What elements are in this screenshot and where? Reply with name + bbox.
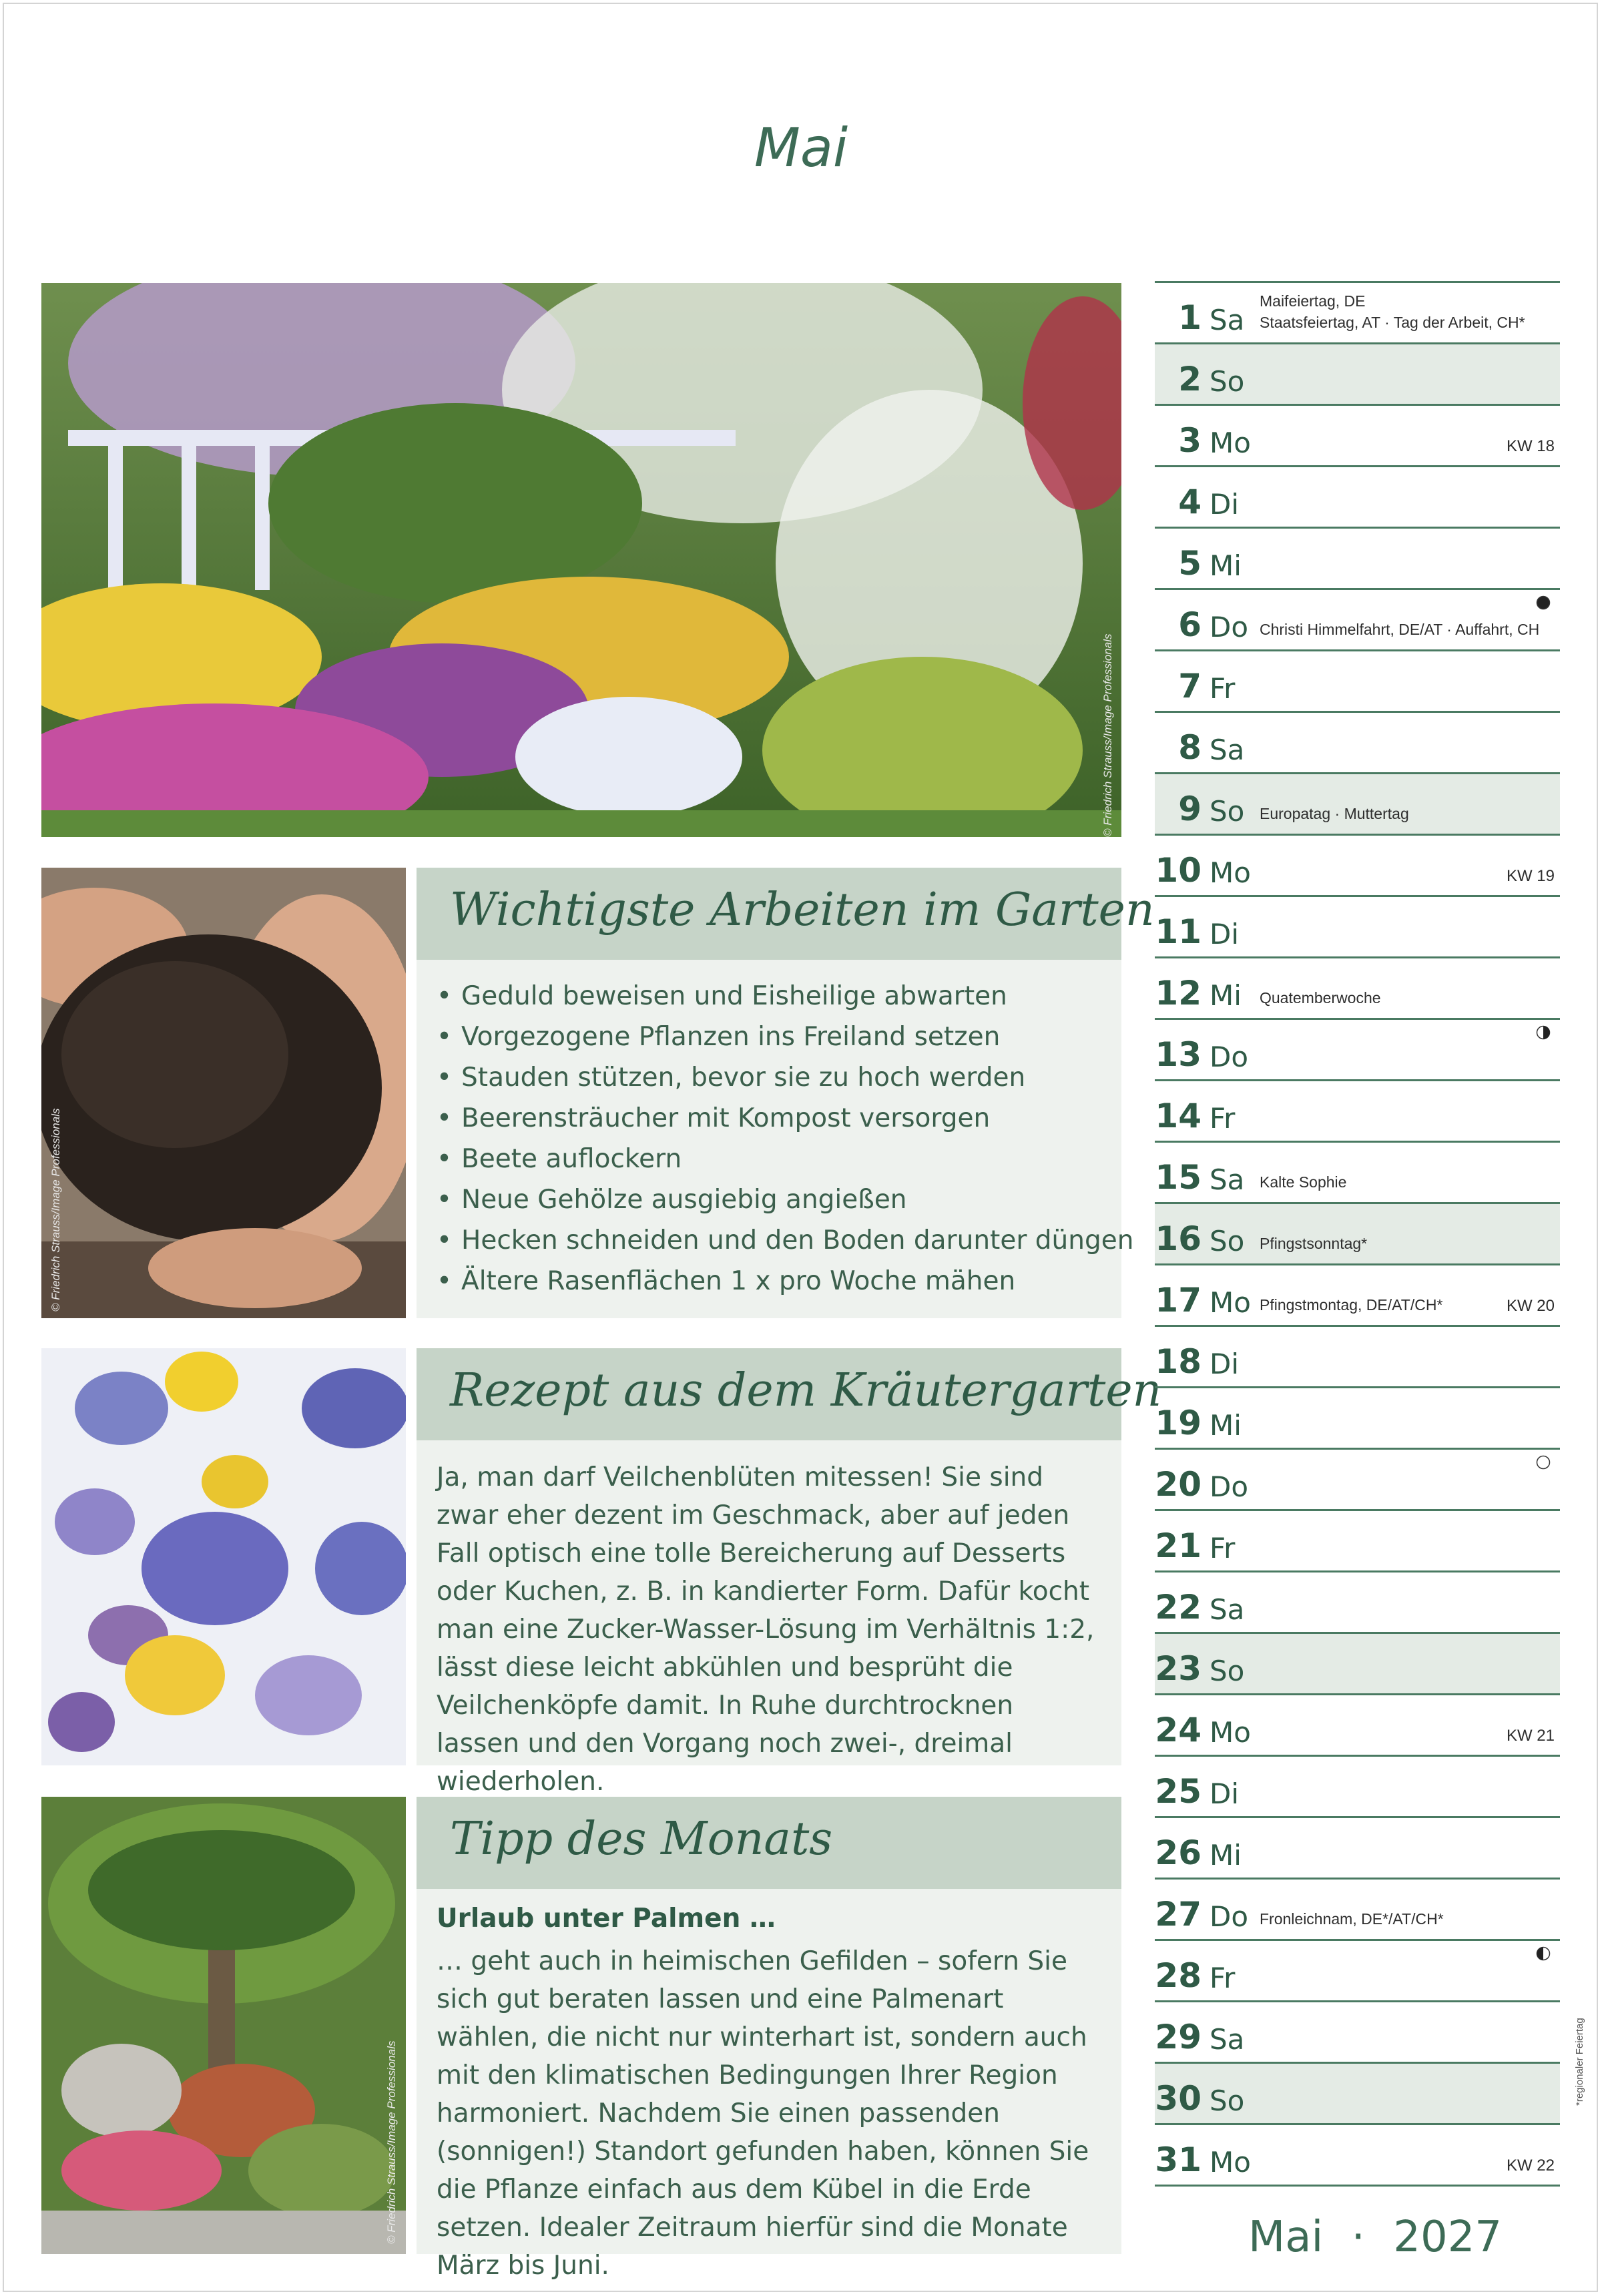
- calendar-day-row: [1155, 1020, 1560, 1081]
- day-number: 16: [1155, 1219, 1202, 1258]
- calendar-day-row: [1155, 344, 1560, 406]
- gardening-tasks-list: [437, 976, 1133, 1302]
- calendar-day-row: [1155, 529, 1560, 590]
- tip-header: [417, 1797, 1121, 1889]
- day-number: 12: [1155, 974, 1202, 1013]
- weekday: Do: [1210, 1900, 1249, 1933]
- recipe-box: [417, 1348, 1162, 1797]
- gardening-tasks-heading: Wichtigste Arbeiten im Garten: [450, 884, 1155, 936]
- weekday: Sa: [1210, 1163, 1245, 1196]
- weekday: Sa: [1210, 304, 1245, 336]
- calendar-week-label: KW 20: [1506, 1297, 1555, 1315]
- holiday-label: Kalte Sophie: [1260, 1173, 1347, 1191]
- day-number: 5: [1178, 544, 1202, 583]
- weekday: Fr: [1210, 1102, 1236, 1135]
- list-item: • Hecken schneiden und den Boden darunter düngen: [437, 1220, 1133, 1261]
- day-number: 13: [1155, 1035, 1202, 1074]
- palm-photo-credit: © Friedrich Strauss/Image Professionals: [385, 2040, 398, 2244]
- gardening-tasks-box: [417, 868, 1155, 1318]
- calendar-day-row: [1155, 897, 1560, 958]
- full-moon-icon: [1536, 1455, 1551, 1470]
- holiday-label: Fronleichnam, DE*/AT/CH*: [1260, 1910, 1444, 1928]
- holiday-label: Europatag · Muttertag: [1260, 805, 1409, 822]
- day-number: 2: [1178, 360, 1202, 398]
- day-number: 6: [1178, 605, 1202, 644]
- calendar-day-row: [1155, 1204, 1560, 1265]
- weekday: Fr: [1210, 672, 1236, 705]
- compost-photo-credit: © Friedrich Strauss/Image Professionals: [49, 1108, 62, 1312]
- weekday: Fr: [1210, 1962, 1236, 1994]
- calendar-week-label: KW 18: [1506, 437, 1555, 455]
- calendar-day-row: [1155, 283, 1560, 344]
- recipe-text: Ja, man darf Veilchenblüten mitessen! Sie sind zwar eher dezent im Geschmack, aber auf jeden Fall optisch eine tolle Bereicherung auf Desserts oder Kuchen, z. B. in kandierter Form. Dafür kocht man eine Zucker-Wasser-Lösung im Verhältnis 1:2, lässt diese leicht abkühlen und besprüht die Veilchenköpfe damit. In Ruhe durchtrocknen lassen und den Vorgang noch zwei-, dreimal wiederholen.: [437, 1462, 1095, 1797]
- list-item: • Stauden stützen, bevor sie zu hoch werden: [437, 1057, 1133, 1098]
- day-number: 31: [1155, 2140, 1202, 2179]
- new-moon-icon: [1536, 595, 1551, 610]
- day-number: 25: [1155, 1772, 1202, 1811]
- garden-photo-credit: © Friedrich Strauss/Image Professionals: [1101, 633, 1114, 837]
- tip-heading: Tipp des Monats: [450, 1813, 833, 1866]
- calendar-day-row: [1155, 1757, 1560, 1818]
- weekday: Mo: [1210, 426, 1251, 459]
- day-number: 10: [1155, 851, 1202, 890]
- violets-photo: [41, 1348, 406, 1765]
- calendar-day-row: [1155, 713, 1560, 774]
- tip-subtitle: Urlaub unter Palmen …: [437, 1904, 776, 1934]
- day-number: 23: [1155, 1649, 1202, 1688]
- calendar-day-row: [1155, 774, 1560, 836]
- holiday-label: Quatemberwoche: [1260, 989, 1381, 1007]
- day-number: 22: [1155, 1588, 1202, 1627]
- calendar-day-row: [1155, 1511, 1560, 1572]
- day-number: 15: [1155, 1158, 1202, 1197]
- day-number: 26: [1155, 1833, 1202, 1872]
- weekday: So: [1210, 795, 1245, 828]
- day-number: 8: [1178, 728, 1202, 767]
- palm-photo: [41, 1797, 406, 2254]
- holiday-label: Christi Himmelfahrt, DE/AT · Auffahrt, CH: [1260, 621, 1540, 638]
- calendar-day-row: [1155, 1941, 1560, 2002]
- weekday: Mo: [1210, 856, 1251, 889]
- calendar-day-row: [1155, 406, 1560, 467]
- day-number: 9: [1178, 790, 1202, 828]
- first-moon-icon: [1536, 1025, 1551, 1040]
- recipe-header: [417, 1348, 1162, 1440]
- weekday: Mo: [1210, 1286, 1251, 1319]
- day-number: 7: [1178, 667, 1202, 705]
- weekday: Sa: [1210, 734, 1245, 766]
- weekday: Do: [1210, 1041, 1249, 1073]
- gardening-tasks-header: [417, 868, 1155, 960]
- day-number: 3: [1178, 421, 1202, 460]
- tip-text: … geht auch in heimischen Gefilden – sofern Sie sich gut beraten lassen und eine Palmenart wählen, die nicht nur winterhart ist, sondern auch mit den klimatischen Bedingungen Ihrer Region harmoniert. Nachdem Sie einen passenden (sonnigen!) Standort gefunden haben, können Sie die Pflanze einfach aus dem Kübel in die Erde setzen. Idealer Zeitraum hierfür sind die Monate März bis Juni.: [437, 1946, 1089, 2281]
- list-item: • Neue Gehölze ausgiebig angießen: [437, 1179, 1133, 1220]
- day-number: 19: [1155, 1404, 1202, 1442]
- weekday: Do: [1210, 611, 1249, 643]
- calendar-day-row: [1155, 1327, 1560, 1388]
- weekday: Sa: [1210, 2023, 1245, 2056]
- day-number: 20: [1155, 1465, 1202, 1504]
- calendar-day-row: [1155, 1143, 1560, 1204]
- tip-box: [417, 1797, 1121, 2281]
- calendar-day-row: [1155, 958, 1560, 1020]
- weekday: Mi: [1210, 1409, 1242, 1442]
- weekday: Mo: [1210, 2146, 1251, 2179]
- holiday-label: Pfingstmontag, DE/AT/CH*: [1260, 1296, 1443, 1314]
- calendar-day-row: [1155, 2002, 1560, 2064]
- weekday: Mi: [1210, 1839, 1242, 1872]
- calendar-day-row: [1155, 651, 1560, 713]
- footnote: *regionaler Feiertag: [1574, 2018, 1585, 2106]
- calendar-week-label: KW 21: [1506, 1727, 1555, 1745]
- recipe-heading: Rezept aus dem Kräutergarten: [450, 1364, 1162, 1417]
- garden-photo-image: [41, 283, 1121, 837]
- calendar-week-label: KW 22: [1506, 2157, 1555, 2175]
- calendar-day-row: [1155, 1572, 1560, 1634]
- list-item: • Beerensträucher mit Kompost versorgen: [437, 1098, 1133, 1139]
- day-number: 30: [1155, 2079, 1202, 2118]
- footer-month: Mai: [1248, 2213, 1324, 2262]
- calendar-week-label: KW 19: [1506, 867, 1555, 885]
- calendar-day-row: [1155, 1388, 1560, 1450]
- compost-photo-image: [41, 868, 406, 1318]
- calendar-day-row: [1155, 467, 1560, 529]
- weekday: So: [1210, 1225, 1245, 1257]
- day-number: 21: [1155, 1526, 1202, 1565]
- page-title: Mai: [754, 117, 848, 179]
- weekday: Do: [1210, 1470, 1249, 1503]
- weekday: Sa: [1210, 1593, 1245, 1626]
- weekday: So: [1210, 365, 1245, 398]
- holiday-label: Maifeiertag, DE Staatsfeiertag, AT · Tag der Arbeit, CH*: [1260, 292, 1525, 331]
- footer-year: 2027: [1393, 2213, 1503, 2262]
- calendar-day-row: [1155, 1634, 1560, 1695]
- calendar-day-row: [1155, 590, 1560, 651]
- weekday: Mi: [1210, 979, 1242, 1012]
- calendar-day-row: [1155, 1081, 1560, 1143]
- weekday: Mo: [1210, 1716, 1251, 1749]
- day-number: 14: [1155, 1097, 1202, 1135]
- list-item: • Vorgezogene Pflanzen ins Freiland setzen: [437, 1017, 1133, 1057]
- day-number: 28: [1155, 1956, 1202, 1995]
- weekday: Di: [1210, 1348, 1240, 1380]
- calendar-day-row: [1155, 1265, 1560, 1327]
- weekday: Di: [1210, 488, 1240, 521]
- footer-separator: ·: [1351, 2213, 1365, 2262]
- list-item: • Geduld beweisen und Eisheilige abwarten: [437, 976, 1133, 1017]
- day-number: 27: [1155, 1895, 1202, 1934]
- holiday-label: Pfingstsonntag*: [1260, 1235, 1368, 1252]
- compost-photo: [41, 868, 406, 1318]
- weekday: Fr: [1210, 1532, 1236, 1564]
- calendar-day-row: [1155, 2064, 1560, 2125]
- weekday: Di: [1210, 918, 1240, 950]
- day-number: 17: [1155, 1281, 1202, 1320]
- weekday: So: [1210, 2084, 1245, 2117]
- day-number: 24: [1155, 1711, 1202, 1749]
- day-number: 1: [1178, 298, 1202, 337]
- list-item: • Ältere Rasenflächen 1 x pro Woche mähen: [437, 1261, 1133, 1302]
- last-moon-icon: [1536, 1946, 1551, 1961]
- calendar-day-list: [1155, 283, 1560, 2187]
- day-number: 29: [1155, 2018, 1202, 2056]
- calendar-day-row: [1155, 1880, 1560, 1941]
- day-number: 18: [1155, 1342, 1202, 1381]
- weekday: Mi: [1210, 549, 1242, 582]
- weekday: So: [1210, 1655, 1245, 1687]
- weekday: Di: [1210, 1777, 1240, 1810]
- day-number: 4: [1178, 483, 1202, 521]
- calendar-day-row: [1155, 1695, 1560, 1757]
- violets-photo-image: [41, 1348, 406, 1765]
- footer-month-year: [1248, 2213, 1502, 2262]
- palm-photo-image: [41, 1797, 406, 2254]
- calendar-day-row: [1155, 1818, 1560, 1880]
- list-item: • Beete auflockern: [437, 1139, 1133, 1179]
- garden-photo: [41, 283, 1121, 837]
- calendar-day-row: [1155, 1450, 1560, 1511]
- calendar-day-row: [1155, 2125, 1560, 2187]
- day-number: 11: [1155, 912, 1202, 951]
- calendar-day-row: [1155, 836, 1560, 897]
